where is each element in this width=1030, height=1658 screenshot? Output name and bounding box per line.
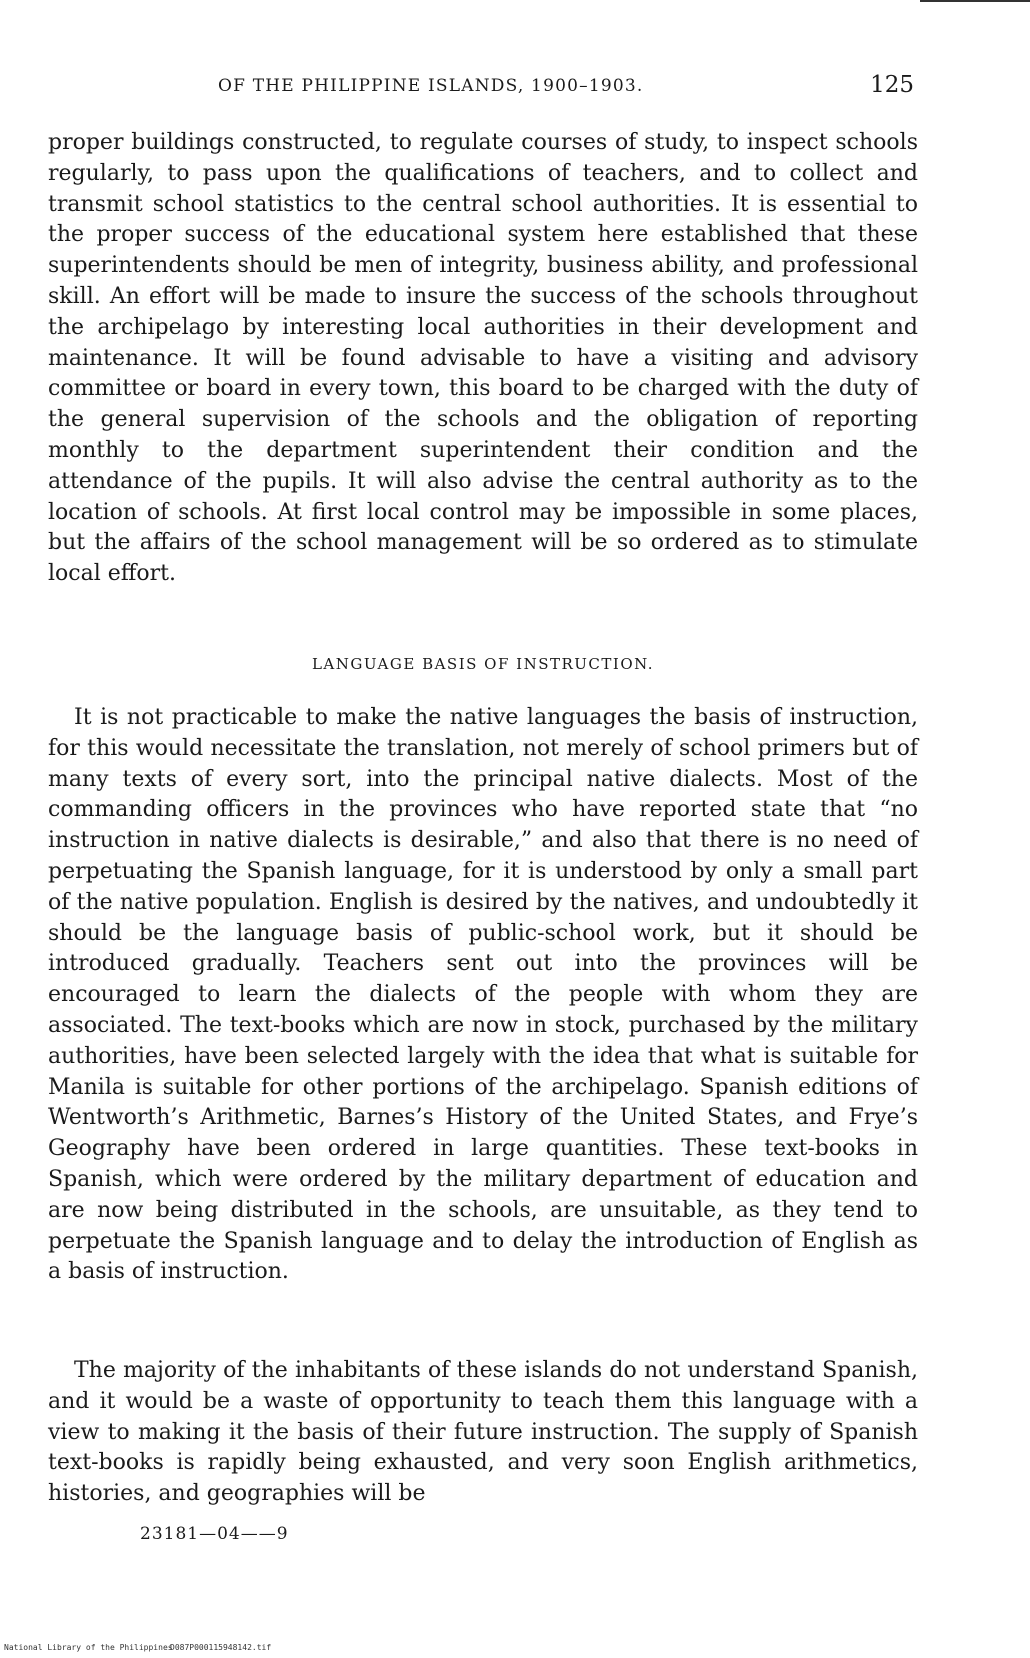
section-heading: LANGUAGE BASIS OF INSTRUCTION.: [311, 655, 655, 673]
top-edge-rule: [920, 0, 1030, 2]
running-head: [48, 72, 918, 104]
running-title: OF THE PHILIPPINE ISLANDS, 1900–1903.: [218, 76, 644, 96]
paragraph-text: proper buildings constructed, to regulate courses of study, to inspect schools regularly, to pass upon the qualifications of teachers, and to collect and transmit school statistics to the central school authorities. It is essential to the proper success of the educational system here established that these superintendents should be men of integrity, business ability, and professional skill. An effort will be made to insure the success of the schools throughout the archipelago by interesting local authorities in their development and maintenance. It will be found advisable to have a visiting and advisory committee or board in every town, this board to be charged with the duty of the general supervision of the schools and the obligation of reporting monthly to the department superintendent their condition and the attendance of the pupils. It will also advise the central authority as to the location of schools. At first local control may be impossible in some places, but the affairs of the school management will be so ordered as to stimulate local effort.: [48, 130, 918, 587]
body-paragraph-3: [48, 1356, 918, 1510]
footer-file-name: D087P000115948142.tif: [170, 1643, 272, 1652]
page-number: 125: [870, 72, 914, 98]
body-paragraph-2: [48, 703, 918, 1288]
paragraph-text: The majority of the inhabitants of these islands do not understand Spanish, and it would be a waste of opportunity to teach them this language with a view to making it the basis of their future instruction. The supply of Spanish text-books is rapidly being exhausted, and very soon English arithmetics, histories, and geographies will be: [48, 1358, 918, 1507]
footer-library-note: National Library of the Philippines: [4, 1643, 173, 1652]
paragraph-text: It is not practicable to make the native languages the basis of instruction, for this would necessitate the translation, not merely of school primers but of many texts of every sort, into the principal native dialects. Most of the commanding officers in the provinces who have reported state that “no instruction in native dialects is desirable,” and also that there is no need of perpetuating the Spanish language, for it is understood by only a small part of the native population. English is desired by the natives, and undoubtedly it should be the language basis of public-school work, but it should be introduced gradually. Teachers sent out into the provinces will be encouraged to learn the dialects of the people with whom they are associated. The text-books which are now in stock, purchased by the military authorities, have been selected largely with the idea that what is suitable for Manila is suitable for other portions of the archipelago. Spanish editions of Wentworth’s Arithmetic, Barnes’s History of the United States, and Frye’s Geography have been ordered in large quantities. These text-books in Spanish, which were ordered by the military department of education and are now being distributed in the schools, are unsuitable, as they tend to perpetuate the Spanish language and to delay the introduction of English as a basis of instruction.: [48, 705, 918, 1285]
body-paragraph-1: [48, 128, 918, 590]
signature-mark: 23181—04——9: [140, 1524, 289, 1544]
